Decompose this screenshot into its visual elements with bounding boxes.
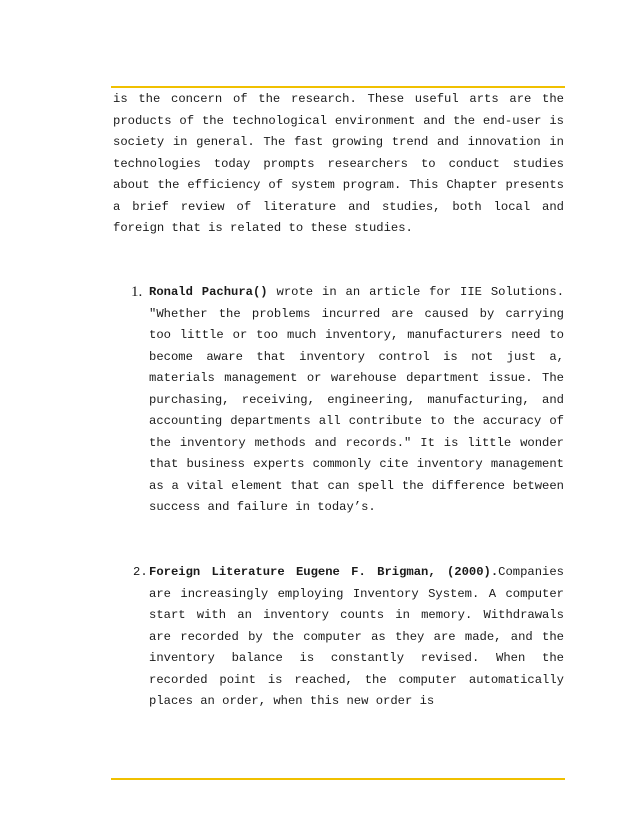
intro-paragraph: is the concern of the research. These useful arts are the products of the technological environment and the end-user is society in general. The fast growing trend and innovation in technologies today prompts researchers to conduct studies about the efficiency of system program. This Chapter presents a brief review of literature and studies, both local and foreign that is related to these studies. xyxy=(113,92,564,235)
list-item-body xyxy=(149,282,564,519)
list-item-lead: Ronald Pachura() xyxy=(149,285,268,299)
list-item-text: Companies are increasingly employing Inventory System. A computer start with an inventory counts in memory. Withdrawals are recorded by the computer as they are made, and the inventory balance is constantly revised. When the recorded point is reached, the computer automatically places an order, when this new order is xyxy=(149,565,564,708)
list-item xyxy=(113,562,564,713)
list-item-text: wrote in an article for IIE Solutions. "Whether the problems incurred are caused by carrying too little or too much inventory, manufacturers need to become aware that inventory control is not just a, materials management or warehouse department issue. The purchasing, receiving, engineering, manufacturing, and accounting departments all contribute to the accuracy of the inventory methods and records." It is little wonder that business experts commonly cite inventory management as a vital element that can spell the difference between success and failure in today’s. xyxy=(149,285,565,514)
list-item-body xyxy=(149,562,564,713)
list-item xyxy=(113,282,564,519)
list-number: 2. xyxy=(133,565,148,579)
list-item-lead: Foreign Literature Eugene F. Brigman, (2000). xyxy=(149,565,499,579)
bottom-rule xyxy=(111,778,565,780)
list-number: 1. xyxy=(131,284,143,300)
top-rule xyxy=(111,86,565,88)
